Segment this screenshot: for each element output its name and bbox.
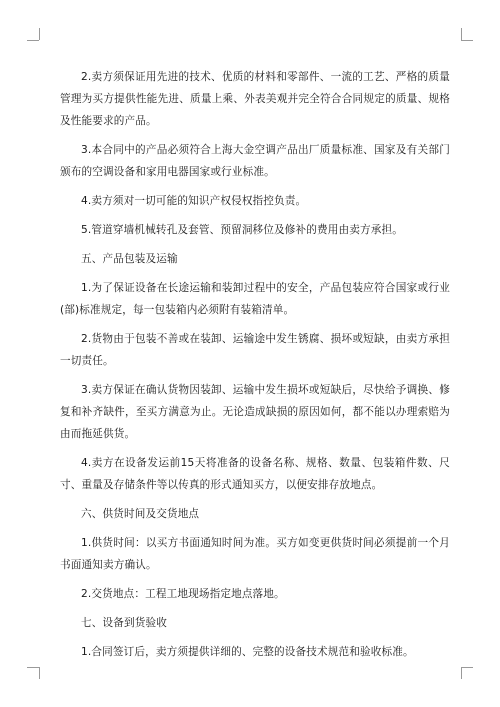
clause-5-pipes: 5.管道穿墙机械转孔及套管、预留洞移位及修补的费用由卖方承担。 bbox=[81, 224, 403, 236]
crop-mark-top-right-v bbox=[461, 28, 462, 40]
section-heading-delivery: 六、供货时间及交货地点 bbox=[81, 508, 200, 520]
clause-3-standards: 3.本合同中的产品必须符合上海大金空调产品出厂质量标准、国家及有关部门颁布的空调设备和家用电器国家或行业标准。 bbox=[60, 144, 450, 178]
packaging-clause-3: 3.卖方保证在确认货物因装卸、运输中发生损坏或短缺后，尽快给予调换、修复和补齐缺件，至买方满意为止。无论造成缺损的原因如何，都不能以办理索赔为由而拖延供货。 bbox=[60, 384, 450, 440]
section-heading-packaging: 五、产品包装及运输 bbox=[81, 253, 178, 265]
crop-mark-bottom-left-h bbox=[27, 667, 39, 668]
delivery-clause-1: 1.供货时间：以买方书面通知时间为准。买方如变更供货时间必须提前一个月书面通知卖方确认。 bbox=[60, 537, 450, 571]
delivery-clause-2: 2.交货地点：工程工地现场指定地点落地。 bbox=[81, 588, 285, 600]
crop-mark-bottom-left-v bbox=[39, 667, 40, 679]
crop-mark-bottom-right-h bbox=[461, 667, 473, 668]
crop-mark-top-left-v bbox=[39, 28, 40, 40]
packaging-clause-2: 2.货物由于包装不善或在装卸、运输途中发生锈腐、损坏或短缺，由卖方承担一切责任。 bbox=[60, 333, 450, 367]
packaging-clause-4: 4.卖方在设备发运前15天将准备的设备名称、规格、数量、包装箱件数、尺寸、重量及存储条件等以传真的形式通知买方，以便安排存放地点。 bbox=[60, 457, 450, 491]
acceptance-clause-1: 1.合同签订后，卖方须提供详细的、完整的设备技术规范和验收标准。 bbox=[81, 646, 414, 658]
crop-mark-bottom-right-v bbox=[461, 667, 462, 679]
packaging-clause-1: 1.为了保证设备在长途运输和装卸过程中的安全，产品包装应符合国家或行业(部)标准规定，每一包装箱内必须附有装箱清单。 bbox=[60, 282, 450, 316]
crop-mark-top-left-h bbox=[27, 40, 39, 41]
crop-mark-top-right-h bbox=[461, 40, 473, 41]
clause-2-quality: 2.卖方须保证用先进的技术、优质的材料和零部件、一流的工艺、严格的质量管理为买方提供性能先进、质量上乘、外表美观并完全符合合同规定的质量、规格及性能要求的产品。 bbox=[60, 71, 450, 127]
section-heading-acceptance: 七、设备到货验收 bbox=[81, 617, 167, 629]
clause-4-ip: 4.卖方须对一切可能的知识产权侵权指控负责。 bbox=[81, 195, 307, 207]
document-body bbox=[60, 66, 450, 670]
